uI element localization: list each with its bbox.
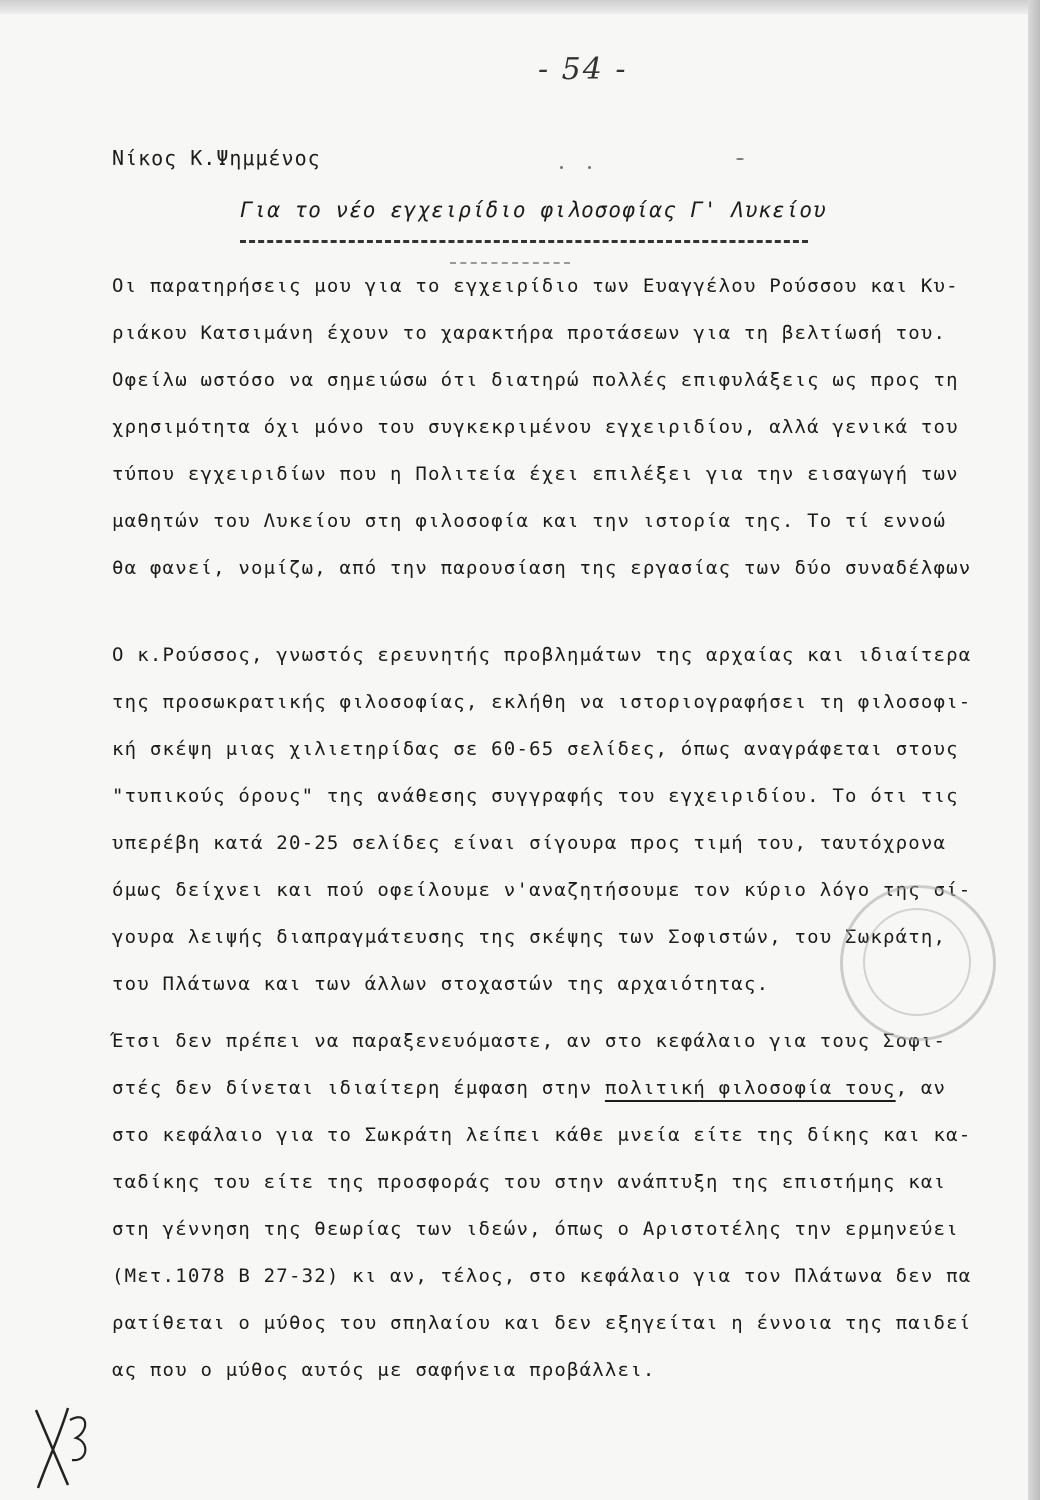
scan-speck	[736, 158, 744, 160]
handwritten-signature-mark	[28, 1400, 98, 1490]
text-segment: , αν	[895, 1077, 947, 1099]
scan-edge-top	[0, 0, 1040, 14]
title-underline	[240, 240, 808, 243]
archive-stamp-inner-ring	[863, 908, 971, 1016]
author-name: Νίκος Κ.Ψημμένος	[112, 146, 321, 170]
text-line: στο κεφάλαιο για το Σωκράτη λείπει κάθε μνεία είτε της δίκης και κα-	[112, 1124, 972, 1146]
text-line: "τυπικούς όρους" της ανάθεσης συγγραφής του εγχειριδίου. Το ότι τις	[112, 785, 959, 807]
document-title: Για το νέο εγχειρίδιο φιλοσοφίας Γ' Λυκείου	[240, 198, 827, 222]
archive-stamp	[840, 885, 996, 1041]
text-line-with-underline	[112, 1065, 1012, 1112]
text-line: της προσωκρατικής φιλοσοφίας, εκλήθη να ιστοριογραφήσει τη φιλοσοφι-	[112, 691, 972, 713]
text-line: ριάκου Κατσιμάνη έχουν το χαρακτήρα προτάσεων για τη βελτίωσή του.	[112, 322, 947, 344]
text-line: στη γέννηση της θεωρίας των ιδεών, όπως ο Αριστοτέλης την ερμηνεύει	[112, 1218, 959, 1240]
page-number: - 54 -	[538, 52, 628, 87]
text-line: (Μετ.1078 Β 27-32) κι αν, τέλος, στο κεφάλαιο για τον Πλάτωνα δεν πα	[112, 1265, 972, 1287]
underlined-phrase: πολιτική φιλοσοφία τους	[604, 1077, 896, 1099]
text-line: μαθητών του Λυκείου στη φιλοσοφία και την ιστορία της. Το τί εννοώ	[112, 510, 947, 532]
text-line: θα φανεί, νομίζω, από την παρουσίαση της εργασίας των δύο συναδέλφων	[112, 557, 972, 579]
text-line: όμως δείχνει και πού οφείλουμε ν'αναζητήσουμε τον κύριο λόγο της σί-	[112, 879, 972, 901]
text-line: ρατίθεται ο μύθος του σπηλαίου και δεν εξηγείται η έννοια της παιδεί	[112, 1312, 972, 1334]
scan-speck	[560, 166, 563, 169]
text-line: Οφείλω ωστόσο να σημειώσω ότι διατηρώ πολλές επιφυλάξεις ως προς τη	[112, 369, 959, 391]
text-segment: στές δεν δίνεται ιδιαίτερη έμφαση στην	[112, 1077, 593, 1099]
scan-edge-right	[1028, 0, 1040, 1500]
text-line: Έτσι δεν πρέπει να παραξενευόμαστε, αν στο κεφάλαιο για τους Σοφι-	[112, 1030, 947, 1052]
text-line: Ο κ.Ρούσσος, γνωστός ερευνητής προβλημάτων της αρχαίας και ιδιαίτερα	[112, 644, 972, 666]
scan-speck	[588, 166, 591, 169]
paragraph-1	[112, 263, 1012, 592]
paragraph-3	[112, 1018, 1012, 1394]
text-line: γουρα λειψής διαπραγμάτευσης της σκέψης των Σοφιστών, του Σωκράτη,	[112, 926, 947, 948]
text-line: ας που ο μύθος αυτός με σαφήνεια προβάλλει.	[112, 1359, 656, 1381]
text-line: του Πλάτωνα και των άλλων στοχαστών της αρχαιότητας.	[112, 973, 770, 995]
text-line: χρησιμότητα όχι μόνο του συγκεκριμένου εγχειριδίου, αλλά γενικά του	[112, 416, 959, 438]
text-line: ταδίκης του είτε της προσφοράς του στην ανάπτυξη της επιστήμης και	[112, 1171, 947, 1193]
text-line: κή σκέψη μιας χιλιετηρίδας σε 60-65 σελίδες, όπως αναγράφεται στους	[112, 738, 959, 760]
text-line: υπερέβη κατά 20-25 σελίδες είναι σίγουρα προς τιμή του, ταυτόχρονα	[112, 832, 947, 854]
text-line: τύπου εγχειριδίων που η Πολιτεία έχει επιλέξει για την εισαγωγή των	[112, 463, 959, 485]
text-line: Οι παρατηρήσεις μου για το εγχειρίδιο των Ευαγγέλου Ρούσσου και Κυ-	[112, 275, 959, 297]
